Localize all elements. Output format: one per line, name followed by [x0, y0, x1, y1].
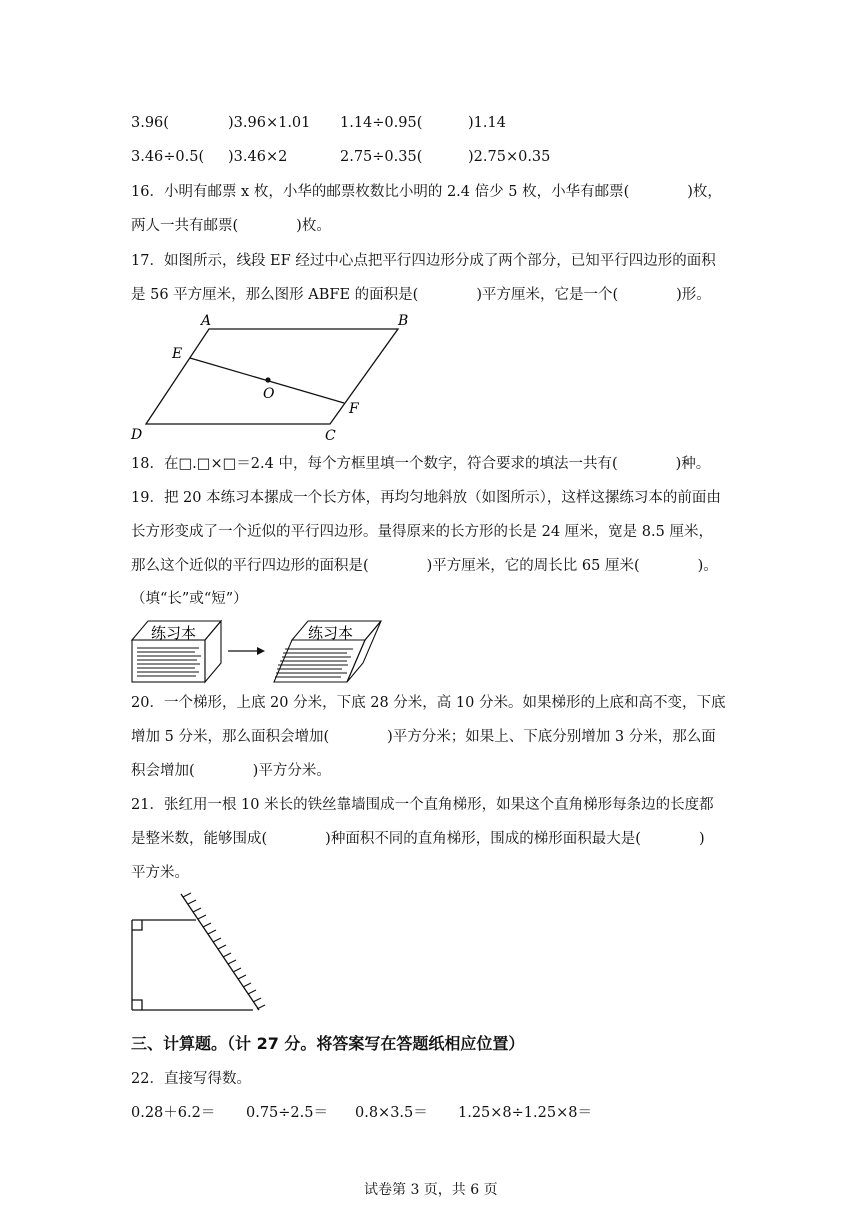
- notebook-stack-figure: [125, 612, 390, 690]
- q20-line-1: 20．一个梯形，上底 20 分米，下底 28 分米，高 10 分米。如果梯形的上底和高不变，下底: [131, 695, 726, 711]
- q18-line-1: 18．在□.□×□＝2.4 中，每个方框里填一个数字，符合要求的填法一共有( )种。: [131, 456, 711, 472]
- center-point-o: [265, 377, 270, 382]
- label-c: C: [325, 428, 336, 444]
- wall-line: [181, 894, 259, 1010]
- compare-row-1-a: 3.96(: [131, 115, 169, 131]
- q16-line-1: 16．小明有邮票 x 枚，小华的邮票枚数比小明的 2.4 倍少 5 枚，小华有邮票( )枚，: [131, 184, 722, 200]
- q17-line-2: 是 56 平方厘米，那么图形 ABFE 的面积是( )平方厘米，它是一个( )形。: [131, 287, 711, 303]
- q22-item-4: 1.25×8÷1.25×8＝: [458, 1105, 592, 1121]
- q22-item-2: 0.75÷2.5＝: [246, 1105, 328, 1121]
- compare-row-2-d: )2.75×0.35: [468, 149, 551, 165]
- q19-line-4: （填“长”或“短”）: [131, 591, 248, 607]
- right-trapezoid-wall-figure: [125, 888, 275, 1018]
- notebook-label-right: 练习本: [308, 624, 354, 642]
- q19-line-3: 那么这个近似的平行四边形的面积是( )平方厘米，它的周长比 65 厘米( )。: [131, 558, 718, 574]
- label-d: D: [131, 427, 143, 443]
- q21-line-1: 21．张红用一根 10 米长的铁丝靠墙围成一个直角梯形，如果这个直角梯形每条边的长度都: [131, 797, 714, 813]
- arrow-right-icon: [228, 647, 265, 655]
- q16-line-2: 两人一共有邮票( )枚。: [131, 218, 331, 234]
- q20-line-2: 增加 5 分米，那么面积会增加( )平方分米；如果上、下底分别增加 3 分米，那么面: [131, 729, 716, 745]
- q20-line-3: 积会增加( )平方分米。: [131, 763, 331, 779]
- section-3-title: 三、计算题。（计 27 分。将答案写在答题纸相应位置）: [131, 1034, 525, 1053]
- label-a: A: [201, 313, 212, 329]
- wall-hatching: [183, 893, 265, 1009]
- label-b: B: [398, 313, 409, 329]
- label-f: F: [349, 401, 359, 417]
- q19-line-2: 长方形变成了一个近似的平行四边形。量得原来的长方形的长是 24 厘米，宽是 8.5 厘米，: [131, 524, 713, 540]
- compare-row-2-a: 3.46÷0.5(: [131, 149, 205, 165]
- q17-line-1: 17．如图所示，线段 EF 经过中心点把平行四边形分成了两个部分，已知平行四边形的面积: [131, 253, 716, 269]
- notebook-label-left: 练习本: [151, 624, 197, 642]
- q22-item-1: 0.28＋6.2＝: [131, 1105, 216, 1121]
- parallelogram-abcd: [146, 329, 398, 424]
- q19-line-1: 19．把 20 本练习本摞成一个长方体，再均匀地斜放（如图所示），这样这摞练习本的前面由: [131, 490, 721, 506]
- right-angle-mark-top: [132, 920, 142, 930]
- right-angle-mark-bottom: [132, 1000, 142, 1010]
- compare-row-2-c: 2.75÷0.35(: [340, 149, 423, 165]
- q22-item-3: 0.8×3.5＝: [355, 1105, 428, 1121]
- compare-row-1-d: )1.14: [468, 115, 506, 131]
- label-e: E: [172, 346, 183, 362]
- page-footer: 试卷第 3 页，共 6 页: [364, 1182, 498, 1198]
- q21-line-3: 平方米。: [131, 865, 189, 881]
- compare-row-2-b: )3.46×2: [228, 149, 288, 165]
- compare-row-1-b: )3.96×1.01: [228, 115, 311, 131]
- compare-row-1-c: 1.14÷0.95(: [340, 115, 423, 131]
- q21-line-2: 是整米数，能够围成( )种面积不同的直角梯形，围成的梯形面积最大是( ): [131, 831, 705, 847]
- parallelogram-figure: [125, 310, 415, 445]
- label-o: O: [263, 386, 275, 402]
- q22-line-1: 22．直接写得数。: [131, 1071, 251, 1087]
